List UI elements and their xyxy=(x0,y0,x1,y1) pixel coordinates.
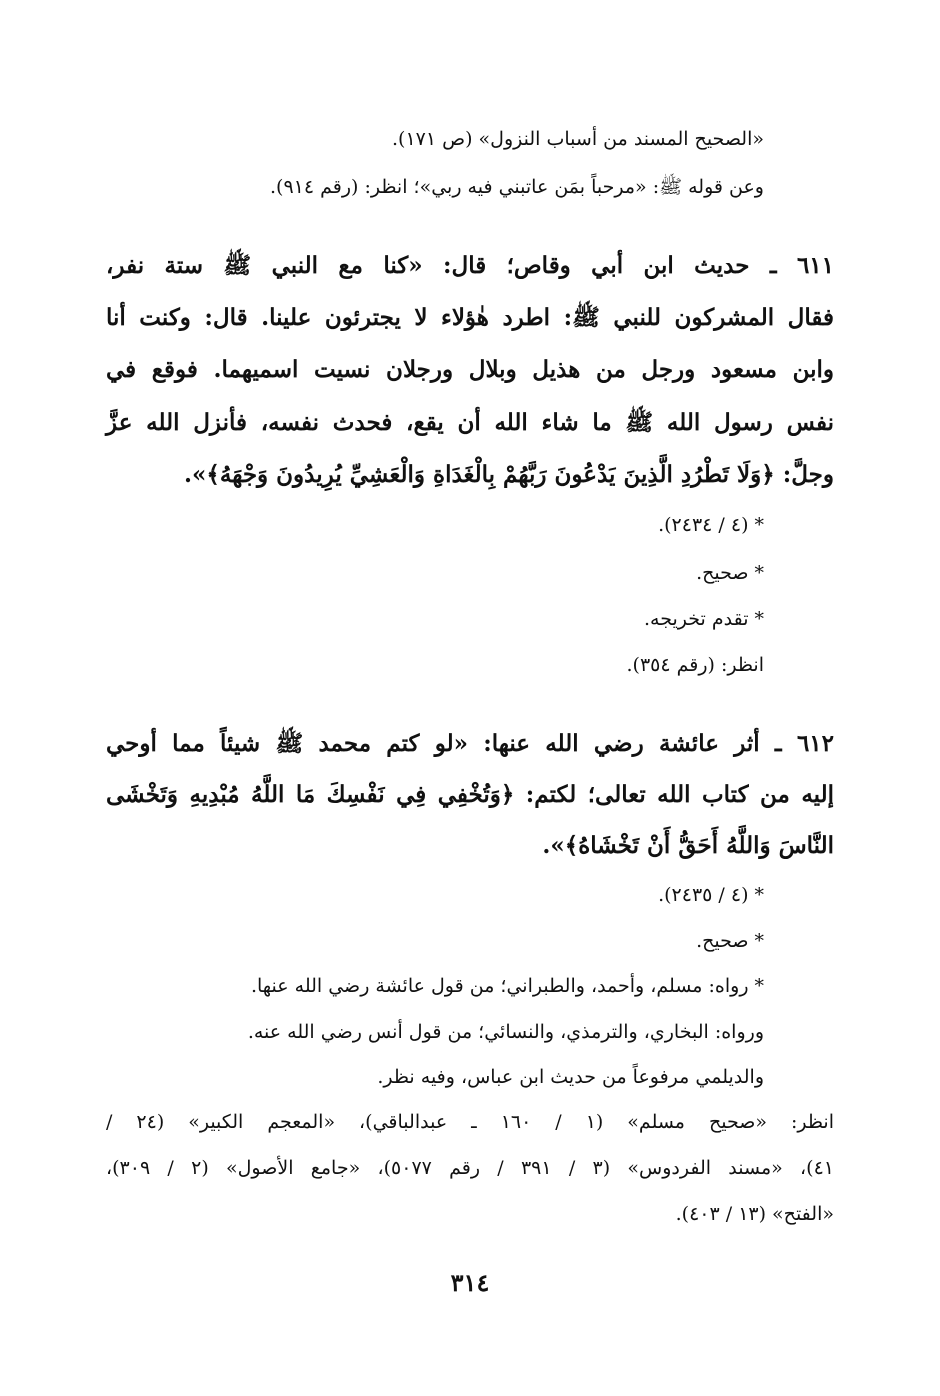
bullet-star-icon: * xyxy=(754,562,764,584)
bullet-star-icon: * xyxy=(754,930,764,952)
top-line-2: وعن قوله ﷺ: «مرحباً بمَن عاتبني فيه ربي»؛ انظر: (رقم ٩١٤). xyxy=(269,176,764,198)
hadith-612-refs-3: «الفتح» (١٣ / ٤٠٣). xyxy=(675,1203,834,1225)
top-line-1: «الصحيح المسند من أسباب النزول» (ص ١٧١). xyxy=(392,128,764,150)
page-number: ٣١٤ xyxy=(450,1268,490,1297)
bullet-star-icon: * xyxy=(754,514,764,536)
hadith-611-line-1: ٦١١ ـ حديث ابن أبي وقاص؛ قال: «كنا مع النبي ﷺ ستة نفر، xyxy=(106,252,834,279)
hadith-611-line-4: نفس رسول الله ﷺ ما شاء الله أن يقع، فحدث نفسه، فأنزل الله عزَّ xyxy=(106,409,834,436)
hadith-611-line-5: وجلَّ: ﴿وَلَا تَطْرُدِ الَّذِينَ يَدْعُونَ رَبَّهُمْ بِالْغَدَاةِ وَالْعَشِيِّ يُرِيدُونَ وَجْهَهُ﴾». xyxy=(184,461,834,488)
bullet-star-icon: * xyxy=(754,975,764,997)
hadith-612-line-1: ٦١٢ ـ أثر عائشة رضي الله عنها: «لو كتم محمد ﷺ شيئاً مما أوحي xyxy=(106,730,834,757)
hadith-612-line-2: إليه من كتاب الله تعالى؛ لكتم: ﴿وَتُخْفِي فِي نَفْسِكَ مَا اللَّهُ مُبْدِيهِ وَتَخْشَى xyxy=(106,781,834,808)
hadith-612-note-2: *صحيح. xyxy=(696,930,764,952)
hadith-612-note-3: *رواه: مسلم، وأحمد، والطبراني؛ من قول عائشة رضي الله عنها. xyxy=(250,975,764,997)
hadith-611-note-3: *تقدم تخريجه. xyxy=(644,608,764,630)
hadith-612-line-3: النَّاسَ وَاللَّهُ أَحَقُّ أَنْ تَخْشَاهُ﴾». xyxy=(542,832,834,859)
hadith-612-note-1: *(٤ / ٢٤٣٥). xyxy=(658,884,764,906)
hadith-611-note-1: *(٤ / ٢٤٣٤). xyxy=(658,514,764,536)
hadith-611-note-2: *صحيح. xyxy=(696,562,764,584)
hadith-611-see: انظر: (رقم ٣٥٤). xyxy=(626,654,764,676)
hadith-612-extra-1: ورواه: البخاري، والترمذي، والنسائي؛ من قول أنس رضي الله عنه. xyxy=(247,1021,764,1043)
hadith-611-line-3: وابن مسعود ورجل من هذيل وبلال ورجلان نسيت اسميهما. فوقع في xyxy=(106,356,834,383)
hadith-612-refs-1: انظر: «صحيح مسلم» (١ / ١٦٠ ـ عبدالباقي)، «المعجم الكبير» (٢٤ / xyxy=(106,1111,835,1133)
hadith-612-extra-2: والديلمي مرفوعاً من حديث ابن عباس، وفيه نظر. xyxy=(377,1066,764,1088)
hadith-612-refs-2: ٤١)، «مسند الفردوس» (٣ / ٣٩١ / رقم ٥٠٧٧)، «جامع الأصول» (٢ / ٣٠٩)، xyxy=(106,1157,834,1179)
bullet-star-icon: * xyxy=(754,608,764,630)
bullet-star-icon: * xyxy=(754,884,764,906)
hadith-611-line-2: فقال المشركون للنبي ﷺ: اطرد هٰؤلاء لا يجترئون علينا. قال: وكنت أنا xyxy=(106,304,834,331)
